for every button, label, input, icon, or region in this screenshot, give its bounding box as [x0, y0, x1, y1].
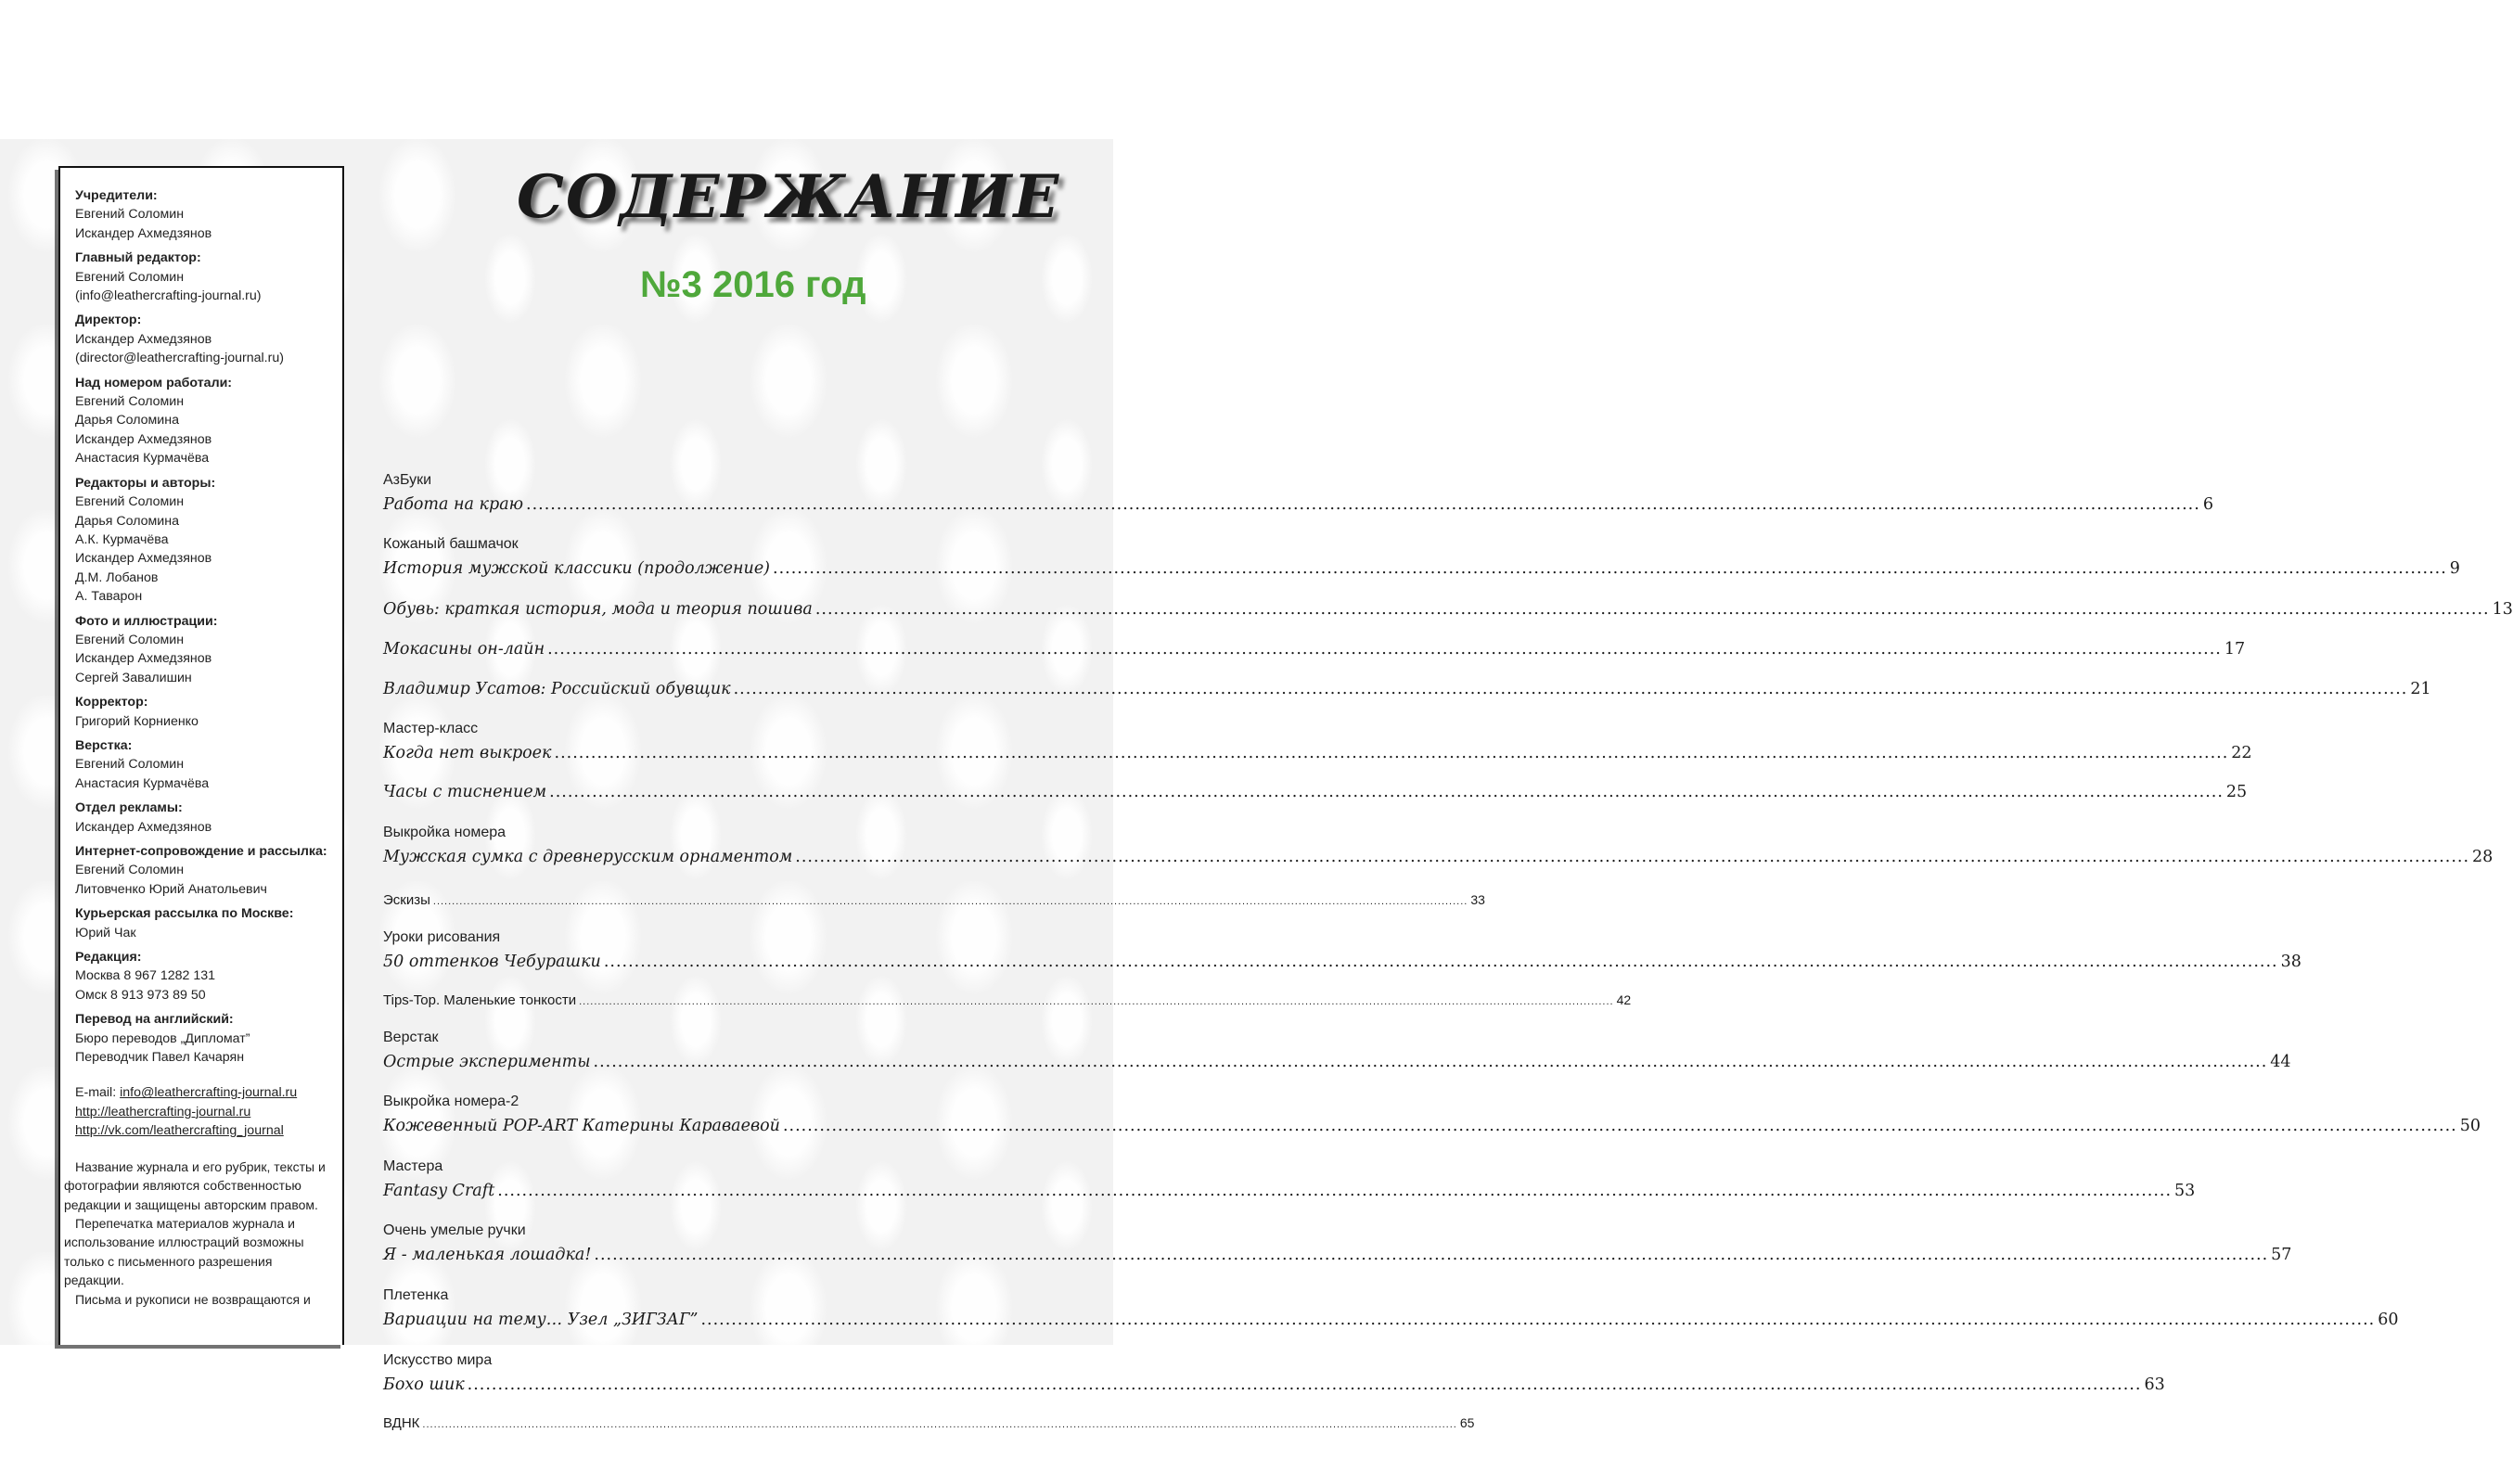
toc-page-number: 57: [2271, 1246, 2292, 1264]
credit-heading: Редакторы и авторы:: [75, 475, 216, 491]
toc-row: [383, 1307, 2399, 1333]
toc-entry[interactable]: [383, 887, 1485, 913]
contacts-block: [75, 1083, 335, 1140]
toc-row: [383, 1113, 2481, 1139]
toc-entry[interactable]: [383, 1220, 2292, 1268]
credit-block: [75, 736, 335, 793]
magazine-page: [0, 139, 2513, 1431]
credit-name: Литовченко Юрий Анатольевич: [75, 881, 267, 897]
credit-name: Анастасия Курмачёва: [75, 775, 210, 791]
toc-page-number: 63: [2144, 1375, 2165, 1394]
credit-block: [75, 1010, 335, 1067]
credit-name: Григорий Корниенко: [75, 713, 199, 729]
toc-section-heading: АзБуки: [383, 472, 432, 488]
toc-page-number: 17: [2224, 640, 2246, 659]
credit-name: Евгений Соломин: [75, 207, 185, 223]
toc-entry[interactable]: [383, 469, 2213, 518]
toc-entry[interactable]: [383, 822, 2494, 870]
toc-entry[interactable]: [383, 927, 2301, 975]
toc-section-heading: Выкройка номера: [383, 825, 506, 840]
toc-article-title: Эскизы: [383, 892, 430, 908]
credit-name: Искандер Ахмедзянов: [75, 431, 212, 447]
credit-name: Евгений Соломин: [75, 269, 185, 285]
toc-row: [383, 1410, 1475, 1436]
toc-article-title: Tips-Top. Маленькие тонкости: [383, 992, 577, 1008]
email-line: [75, 1083, 335, 1102]
credit-block: [75, 799, 335, 837]
toc-entry[interactable]: [383, 676, 2431, 702]
toc-section-heading: Искусство мира: [383, 1352, 493, 1368]
toc-article-title: Fantasy Craft: [383, 1182, 495, 1200]
credit-heading: Курьерская рассылка по Москве:: [75, 906, 294, 922]
credit-name: Переводчик Павел Качарян: [75, 1050, 245, 1066]
toc-page-number: 60: [2378, 1311, 2399, 1329]
toc-leader-dots: [579, 989, 1613, 1015]
toc-article-title: Кожевенный POP-ART Катерины Караваевой: [383, 1117, 780, 1135]
credit-name: Дарья Соломина: [75, 513, 179, 529]
toc-leader-dots: [700, 1307, 2375, 1333]
toc-article-title: Вариации на тему… Узел „ЗИГЗАГ”: [383, 1311, 699, 1329]
toc-leader-dots: [773, 556, 2447, 582]
credit-block: [75, 948, 335, 1004]
toc-row: [383, 1049, 2291, 1075]
credit-name: Д.М. Лобанов: [75, 569, 159, 585]
toc-page-number: 53: [2174, 1182, 2196, 1200]
credit-heading: Интернет-сопровождение и рассылка:: [75, 844, 327, 859]
credit-name: Москва 8 967 1282 131: [75, 968, 215, 984]
toc-row: [383, 887, 1485, 913]
toc-entry[interactable]: [383, 1156, 2196, 1204]
toc-article-title: Работа на краю: [383, 495, 524, 514]
credit-name: Евгений Соломин: [75, 757, 185, 773]
toc-row: [383, 676, 2431, 702]
toc-page-number: 33: [1470, 892, 1485, 907]
credit-block: [75, 904, 335, 942]
credit-heading: Корректор:: [75, 695, 148, 710]
toc-page-number: 6: [2202, 495, 2213, 514]
toc-row: [383, 596, 2513, 622]
toc-article-title: 50 оттенков Чебурашки: [383, 953, 601, 971]
toc-entry[interactable]: [383, 987, 1632, 1013]
toc-entry[interactable]: [383, 1091, 2481, 1139]
credits-sidebar: [58, 166, 344, 1345]
toc-article-title: Часы с тиснением: [383, 783, 547, 801]
credit-block: [75, 693, 335, 731]
toc-entry[interactable]: [383, 718, 2252, 766]
toc-article-title: Мокасины он-лайн: [383, 640, 545, 659]
credit-block: [75, 249, 335, 305]
toc-page-number: 65: [1459, 1415, 1475, 1430]
credit-block: [75, 612, 335, 688]
credit-name: Бюро переводов „Дипломат”: [75, 1030, 250, 1046]
notice-paragraph: Название журнала и его рубрик, тексты и фотографии являются собственностью редакции и защищены авторским правом.: [64, 1158, 326, 1212]
toc-leader-dots: [422, 1412, 1456, 1438]
toc-row: [383, 492, 2213, 518]
issue-number: №3 2016 год: [640, 264, 866, 305]
toc-section-heading: Очень умелые ручки: [383, 1222, 526, 1238]
toc-leader-dots: [734, 676, 2408, 702]
toc-article-title: Бохо шик: [383, 1375, 465, 1394]
toc-leader-dots: [555, 740, 2229, 766]
toc-section-heading: Мастера: [383, 1158, 443, 1174]
credit-name: А. Таварон: [75, 589, 143, 605]
credit-heading: Главный редактор:: [75, 250, 201, 266]
toc-row: [383, 556, 2460, 582]
notice-paragraph: Перепечатка материалов журнала и использование иллюстраций возможны только с письменного разрешения редакции.: [64, 1215, 304, 1288]
toc-section-heading: Кожаный башмачок: [383, 536, 519, 552]
toc-section-heading: Уроки рисования: [383, 929, 501, 945]
credit-name: Искандер Ахмедзянов: [75, 225, 212, 241]
toc-page-number: 44: [2270, 1053, 2291, 1071]
toc-page-number: 42: [1616, 992, 1632, 1007]
credit-name: Искандер Ахмедзянов: [75, 331, 212, 347]
toc-row: [383, 987, 1632, 1013]
toc-page-number: 38: [2280, 953, 2301, 971]
site-link[interactable]: http://leathercrafting-journal.ru: [75, 1104, 251, 1119]
toc-leader-dots: [526, 492, 2200, 518]
credit-heading: Редакция:: [75, 950, 142, 966]
toc-entry[interactable]: [383, 533, 2460, 582]
credit-name: Анастасия Курмачёва: [75, 451, 210, 467]
toc-article-title: Владимир Усатов: Российский обувщик: [383, 680, 731, 698]
toc-entry[interactable]: [383, 1027, 2291, 1075]
toc-entry[interactable]: [383, 636, 2246, 662]
toc-leader-dots: [497, 1178, 2172, 1204]
toc-leader-dots: [468, 1372, 2142, 1398]
credit-name: Искандер Ахмедзянов: [75, 551, 212, 567]
toc-entry[interactable]: [383, 1350, 2165, 1398]
email-label: E-mail:: [75, 1085, 121, 1101]
credit-block: [75, 311, 335, 367]
toc-article-title: Острые эксперименты: [383, 1053, 591, 1071]
credit-name: Евгений Соломин: [75, 863, 185, 878]
credit-name: (info@leathercrafting-journal.ru): [75, 288, 262, 304]
toc-row: [383, 1178, 2196, 1204]
credit-name: Евгений Соломин: [75, 494, 185, 510]
toc-entry[interactable]: [383, 779, 2248, 805]
toc-row: [383, 1242, 2292, 1268]
credit-block: [75, 842, 335, 899]
toc-article-title: Обувь: краткая история, мода и теория пошива: [383, 600, 813, 619]
toc-page-number: 50: [2459, 1117, 2481, 1135]
toc-section-heading: Мастер-класс: [383, 721, 479, 736]
toc-leader-dots: [815, 596, 2490, 622]
toc-section-heading: Верстак: [383, 1030, 439, 1045]
credit-block: [75, 186, 335, 243]
toc-leader-dots: [795, 844, 2469, 870]
toc-entry[interactable]: [383, 1285, 2399, 1333]
toc-entry[interactable]: [383, 1410, 1475, 1436]
credit-heading: Учредители:: [75, 188, 158, 203]
credit-name: Сергей Завалишин: [75, 670, 192, 685]
copyright-notice: [64, 1158, 335, 1309]
toc-article-title: История мужской классики (продолжение): [383, 559, 771, 578]
toc-leader-dots: [549, 779, 2224, 805]
credit-heading: Отдел рекламы:: [75, 800, 183, 816]
email-link[interactable]: info@leathercrafting-journal.ru: [120, 1085, 298, 1101]
credit-name: Омск 8 913 973 89 50: [75, 987, 206, 1003]
toc-leader-dots: [594, 1049, 2268, 1075]
toc-page-number: 25: [2225, 783, 2248, 801]
credit-name: Искандер Ахмедзянов: [75, 651, 212, 667]
toc-article-title: Я - маленькая лошадка!: [383, 1246, 592, 1264]
credits-list: [75, 186, 335, 1067]
credit-heading: Над номером работали:: [75, 375, 233, 390]
toc-row: [383, 1372, 2165, 1398]
toc-row: [383, 844, 2494, 870]
toc-row: [383, 636, 2246, 662]
toc-article-title: Мужская сумка с древнерусским орнаментом: [383, 848, 793, 866]
page-title: СОДЕРЖАНИЕ: [517, 162, 1061, 232]
toc-row: [383, 740, 2252, 766]
credit-heading: Фото и иллюстрации:: [75, 613, 218, 629]
credit-block: [75, 374, 335, 468]
toc-page-number: 9: [2449, 559, 2460, 578]
toc-leader-dots: [783, 1113, 2457, 1139]
toc-page-number: 21: [2410, 680, 2431, 698]
credit-name: Искандер Ахмедзянов: [75, 819, 212, 835]
toc-page-number: 13: [2492, 600, 2513, 619]
credit-heading: Перевод на английский:: [75, 1012, 234, 1028]
toc-entry[interactable]: [383, 596, 2513, 622]
toc-row: [383, 949, 2301, 975]
credit-name: Евгений Соломин: [75, 632, 185, 647]
toc-leader-dots: [547, 636, 2222, 662]
notice-paragraph: Письма и рукописи не возвращаются и: [75, 1291, 311, 1307]
toc-leader-dots: [604, 949, 2278, 975]
toc-leader-dots: [594, 1242, 2268, 1268]
toc-page-number: 22: [2231, 744, 2252, 762]
credit-name: Дарья Соломина: [75, 413, 179, 429]
credit-name: Евгений Соломин: [75, 394, 185, 410]
credit-name: Юрий Чак: [75, 925, 136, 940]
toc-page-number: 28: [2472, 848, 2494, 866]
toc-section-heading: Выкройка номера-2: [383, 1094, 519, 1109]
toc-article-title: Когда нет выкроек: [383, 744, 552, 762]
credit-heading: Верстка:: [75, 737, 133, 753]
credit-name: А.К. Курмачёва: [75, 531, 169, 547]
toc-leader-dots: [433, 889, 1468, 915]
credit-block: [75, 474, 335, 607]
toc-article-title: ВДНК: [383, 1415, 420, 1431]
toc-row: [383, 779, 2248, 805]
toc-section-heading: Плетенка: [383, 1287, 449, 1303]
vk-link[interactable]: http://vk.com/leathercrafting_journal: [75, 1123, 284, 1139]
credit-heading: Директор:: [75, 313, 142, 328]
credit-name: (director@leathercrafting-journal.ru): [75, 351, 284, 366]
